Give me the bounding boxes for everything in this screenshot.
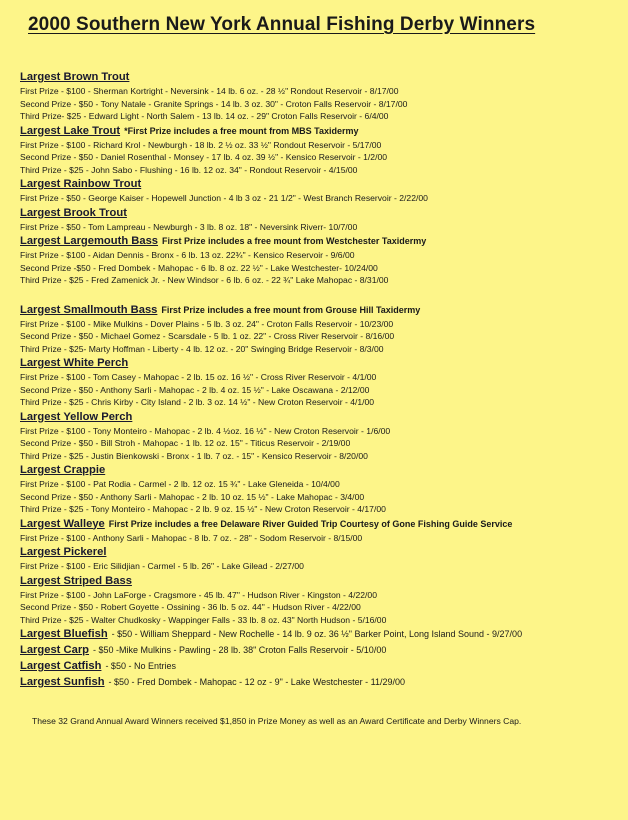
category-header <box>20 234 620 249</box>
category-header <box>20 303 620 318</box>
winner-entry: Third Prize - $25 - Chris Kirby - City Island - 2 lb. 3 oz. 14 ½" - New Croton Reservoir - 4/1/00 <box>20 397 375 407</box>
category-section <box>20 545 620 573</box>
category-title: Largest Rainbow Trout <box>20 178 142 190</box>
category-section <box>20 659 620 674</box>
footer-note: These 32 Grand Annual Award Winners received $1,850 in Prize Money as well as an Award Certificate and Derby Winners Cap. <box>32 716 522 726</box>
winner-entry: First Prize - $100 - Mike Mulkins - Dover Plains - 5 lb. 3 oz. 24" - Croton Falls Reservoir - 10/23/00 <box>20 318 394 329</box>
winner-entry: Third Prize - $25 - Walter Chudkosky - Wappinger Falls - 33 lb. 8 oz. 43" North Hudson - 5/16/00 <box>20 614 387 625</box>
winner-entry: First Prize - $100 - Anthony Sarli - Mahopac - 8 lb. 7 oz. - 28" - Sodom Reservoir - 8/15/00 <box>20 532 363 543</box>
winner-entry: Second Prize - $50 - Michael Gomez - Scarsdale - 5 lb. 1 oz. 22" - Cross River Reservoir - 8/16/00 <box>20 331 395 341</box>
winner-entry: Third Prize - $25 - John Sabo - Flushing - 16 lb. 12 oz. 34" - Rondout Reservoir - 4/15/00 <box>20 164 358 175</box>
category-note: First Prize includes a free Delaware River Guided Trip Courtesy of Gone Fishing Guide Service <box>108 518 513 529</box>
category-section <box>20 463 620 516</box>
winner-entry: Second Prize - $50 - Tony Natale - Granite Springs - 14 lb. 3 oz. 30" - Croton Falls Reservoir - 8/17/00 <box>20 98 408 109</box>
winner-entry: Third Prize - $25 - Tony Monteiro - Mahopac - 2 lb. 9 oz. 15 ½" - New Croton Reservoir - 4/17/00 <box>20 504 386 514</box>
category-section <box>20 124 620 177</box>
category-title: Largest Sunfish <box>20 676 105 688</box>
category-winner: - $50 - No Entries <box>105 661 176 671</box>
category-header <box>20 356 620 371</box>
winner-entry: First Prize - $100 - John LaForge - Cragsmore - 45 lb. 47" - Hudson River - Kingston - 4/22/00 <box>20 589 377 600</box>
category-section <box>20 410 620 463</box>
category-note: First Prize includes a free mount from Westchester Taxidermy <box>162 236 427 246</box>
page-title: 2000 Southern New York Annual Fishing Derby Winners <box>28 14 536 35</box>
category-title: Largest Smallmouth Bass <box>20 303 158 316</box>
category-note: First Prize includes a free mount from Grouse Hill Taxidermy <box>161 304 421 315</box>
category-section <box>20 627 620 642</box>
category-section <box>20 177 620 205</box>
category-header <box>20 574 620 589</box>
winner-entry: First Prize - $100 - Tom Casey - Mahopac - 2 lb. 15 oz. 16 ½" - Cross River Reservoir - 4/1/00 <box>20 372 377 382</box>
winner-entry: First Prize - $100 - Sherman Kortright - Neversink - 14 lb. 6 oz. - 28 ½" Rondout Reservoir - 8/17/00 <box>20 86 399 96</box>
winner-entry: First Prize - $100 - Tony Monteiro - Mahopac - 2 lb. 4 ½oz. 16 ½" - New Croton Reservoir - 1/6/00 <box>20 425 391 436</box>
winner-entry: First Prize - $100 - Aidan Dennis - Bronx - 6 lb. 13 oz. 22¾" - Kensico Reservoir - 9/6/00 <box>20 250 355 260</box>
category-header <box>20 659 620 674</box>
category-winner: - $50 - Fred Dombek - Mahopac - 12 oz - 9" - Lake Westchester - 11/29/00 <box>108 677 406 687</box>
category-header <box>20 627 620 642</box>
category-section <box>20 206 620 234</box>
category-title: Largest Brown Trout <box>20 71 130 83</box>
category-winner: - $50 -Mike Mulkins - Pawling - 28 lb. 38" Croton Falls Reservoir - 5/10/00 <box>93 645 387 655</box>
winner-entry: Third Prize - $25 - Justin Bienkowski - Bronx - 1 lb. 7 oz. - 15" - Kensico Reservoir - 8/20/00 <box>20 450 368 461</box>
category-header <box>20 124 620 139</box>
winner-entry: First Prize - $100 - Eric Silidjian - Carmel - 5 lb. 26" - Lake Gilead - 2/27/00 <box>20 561 304 571</box>
category-note: *First Prize includes a free mount from MBS Taxidermy <box>124 125 359 136</box>
category-section <box>20 517 620 545</box>
winners-list <box>20 70 620 691</box>
category-title: Largest Bluefish <box>20 628 108 640</box>
category-section <box>20 303 620 356</box>
category-header <box>20 545 620 560</box>
category-header <box>20 463 620 478</box>
category-title: Largest Carp <box>20 644 90 656</box>
winner-entry: Third Prize - $25 - Fred Zamenick Jr. - New Windsor - 6 lb. 6 oz. - 22 ¾" Lake Mahopac - 8/31/00 <box>20 275 389 285</box>
category-header <box>20 675 620 690</box>
category-title: Largest White Perch <box>20 357 129 369</box>
winner-entry: Second Prize - $50 - Anthony Sarli - Mahopac - 2 lb. 4 oz. 15 ½" - Lake Oscawana - 2/12/00 <box>20 384 370 395</box>
category-title: Largest Lake Trout <box>20 124 121 137</box>
winner-entry: Second Prize -$50 - Fred Dombek - Mahopac - 6 lb. 8 oz. 22 ½" - Lake Westchester- 10/24/00 <box>20 262 378 273</box>
winner-entry: First Prize - $100 - Richard Krol - Newburgh - 18 lb. 2 ½ oz. 33 ½" Rondout Reservoir - 5/17/00 <box>20 139 382 150</box>
category-header <box>20 206 620 221</box>
category-title: Largest Brook Trout <box>20 206 127 219</box>
winner-entry: Second Prize - $50 - Robert Goyette - Ossining - 36 lb. 5 oz. 44" - Hudson River - 4/22/00 <box>20 602 361 612</box>
winner-entry: Third Prize - $25- Marty Hoffman - Liberty - 4 lb. 12 oz. - 20" Swinging Bridge Reservoir - 8/3/00 <box>20 343 384 354</box>
category-title: Largest Walleye <box>20 517 105 530</box>
category-header <box>20 70 620 85</box>
winner-entry: First Prize - $50 - Tom Lampreau - Newburgh - 3 lb. 8 oz. 18" - Neversink Riverr- 10/7/00 <box>20 221 358 232</box>
category-title: Largest Pickerel <box>20 546 107 558</box>
category-section <box>20 643 620 658</box>
category-section <box>20 234 620 287</box>
category-section <box>20 70 620 123</box>
category-section <box>20 574 620 627</box>
category-header <box>20 517 620 532</box>
category-section <box>20 356 620 409</box>
category-section <box>20 675 620 690</box>
category-title: Largest Yellow Perch <box>20 410 133 423</box>
category-header <box>20 177 620 192</box>
category-winner: - $50 - William Sheppard - New Rochelle - 14 lb. 9 oz. 36 ½" Barker Point, Long Island Sound - 9/27/00 <box>111 629 523 639</box>
winner-entry: Second Prize - $50 - Daniel Rosenthal - Monsey - 17 lb. 4 oz. 39 ½" - Kensico Reservoir - 1/2/00 <box>20 152 388 162</box>
winner-entry: Third Prize- $25 - Edward Light - North Salem - 13 lb. 14 oz. - 29" Croton Falls Reservoir - 6/4/00 <box>20 111 389 121</box>
category-title: Largest Crappie <box>20 464 106 476</box>
category-title: Largest Largemouth Bass <box>20 235 159 247</box>
category-title: Largest Catfish <box>20 660 102 672</box>
winner-entry: Second Prize - $50 - Anthony Sarli - Mahopac - 2 lb. 10 oz. 15 ½" - Lake Mahopac - 3/4/00 <box>20 491 365 502</box>
category-title: Largest Striped Bass <box>20 574 132 587</box>
winner-entry: Second Prize - $50 - Bill Stroh - Mahopac - 1 lb. 12 oz. 15" - Titicus Reservoir - 2/19/00 <box>20 438 351 448</box>
category-header <box>20 410 620 425</box>
winner-entry: First Prize - $50 - George Kaiser - Hopewell Junction - 4 lb 3 oz - 21 1/2" - West Branch Reservoir - 2/22/00 <box>20 193 428 203</box>
category-header <box>20 643 620 658</box>
winner-entry: First Prize - $100 - Pat Rodia - Carmel - 2 lb. 12 oz. 15 ¾" - Lake Gleneida - 10/4/00 <box>20 479 340 489</box>
